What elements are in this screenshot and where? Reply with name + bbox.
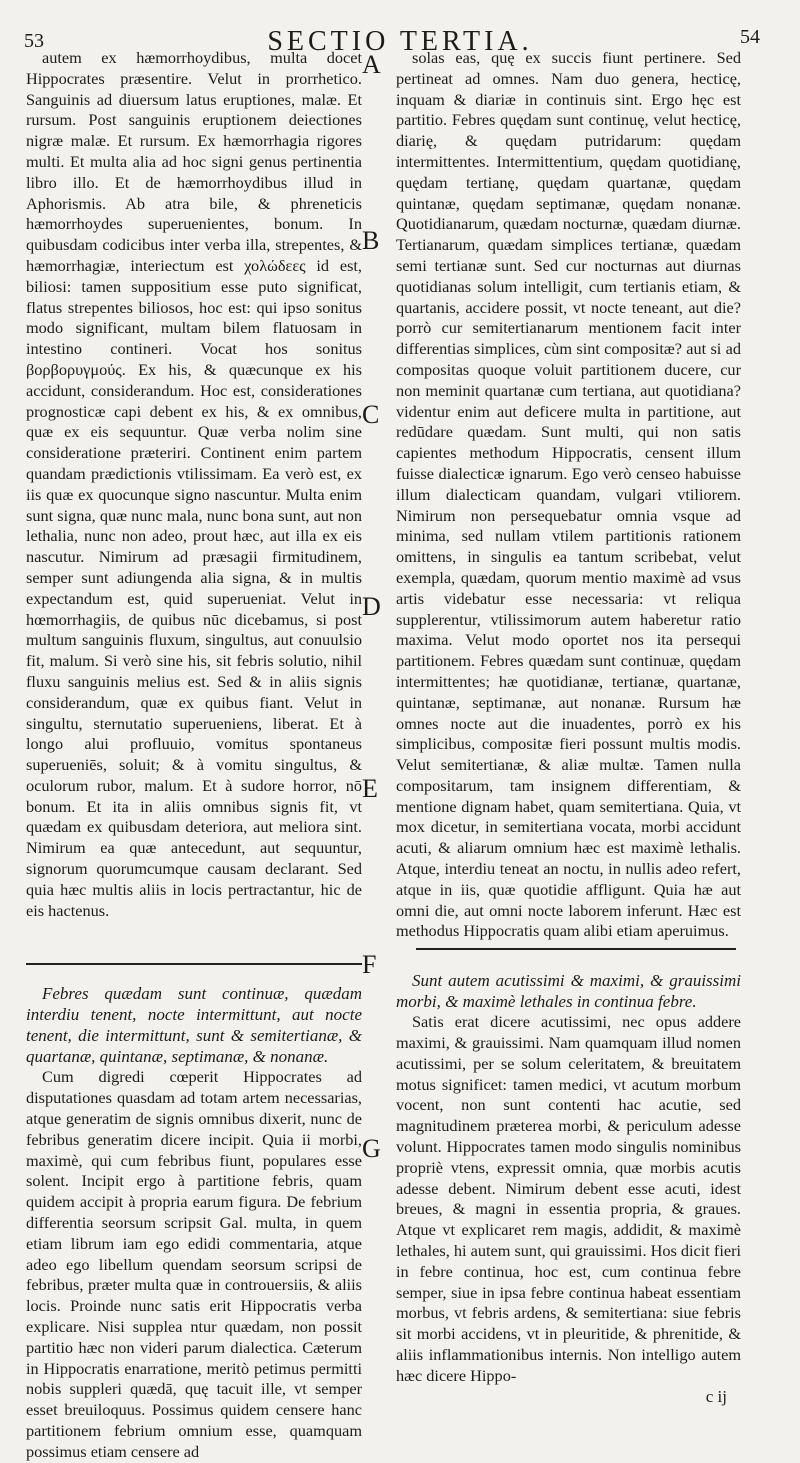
page-number-right: 54 [740, 26, 760, 48]
right-paragraph-1: solas eas, quę ex succis fiunt pertinere. Sed pertineat ad omnes. Nam duo genera, hecticę, inquam & diariæ in continuis sint. Ergo hęc est partitio. Febres quędam sunt continuę, velut hecticę, diarię, & quędam putridarum: quędam intermittentes. Intermittentium, quędam quotidianę, quędam tertianę, quędam quartanæ, quędam quintanæ, quędam septimanæ, quędam nonanæ. Quotidianarum, quædam nocturnæ, quædam diurnæ. Tertianarum, quædam simplices tertianæ, quædam semi tertianæ sunt. Sed cur nocturnas aut diurnas quotidianas solum intelligit, cum tertianis etiam, & quartanis, accidere possit, vt nocte teneant, aut die? porrò cur semitertianarum mentionem facit inter differentias simplices, cùm sint compositæ? aut si ad compositas quoque voluit partitionem ducere, cur non meminit quartanæ cum tertiana, aut quotidiana? videntur enim aut deficere multa in partitione, aut redūdare quædam. Sunt multi, qui non satis capientes methodum Hippocratis, censent illum fuisse dialecticæ ignarum. Ego verò censeo habuisse illum dialecticam quandam, vulgari vtiliorem. Nimirum non persequebatur omnia vsque ad minima, sed nullam vtilem partitionis rationem omittens, in singulis ea tantum scribebat, velut exempla, quædam, quorum mentio maximè ad vsus artis videbatur esse necessaria: vt reliqua supplerentur, vtilissimorum autem haberetur ratio maxima. Velut modo oportet nos ita persequi partitionem. Febres quædam sunt continuæ, quędam intermittentes; hæ quotidianæ, tertianæ, quartanæ, quintanæ, septimanæ, aut nonanæ. Rursum hæ omnes nocte aut die inuadentes, porrò ex his simplicibus, compositæ fieri possunt multis modis. Velut semitertianæ, & aliæ multæ. Tamen nulla compositarum, tam insignem differentiam, & mentione dignam habet, quam semitertiana. Quia, vt mox dicetur, in semitertiana vocata, morbi accidunt acuti, & aliarum omnium hæc est maximè lethalis. Atque, interdiu teneat an noctu, in nullis adeo refert, atque in iis, quæ quotidie affligunt. Quia hæ aut omni die, aut omni nocte laborem inferunt. Hæc est methodus Hippocratis quam alibi etiam aperuimus. [396, 48, 741, 941]
margin-letter-g: G [362, 1134, 381, 1163]
right-paragraph-2: Satis erat dicere acutissimi, nec opus addere maximi, & grauissimi. Nam quamquam illud nomen acutissimi, per se solum celeritatem, & breuitatem motus significet: tamen medici, vt acutum morbum vocent, non sunt contenti hac acutie, sed magnitudinem præterea morbi, & periculum adesse volunt. Hippocrates tamen modo singulis nominibus propriè vtens, expressit omnia, quæ morbis acutis adesse debent. Nimirum debent esse acuti, idest breues, & magni in essentia propria, & graues. Atque vt explicaret rem magis, addidit, & maximè lethales, hi autem sunt, qui grauissimi. Hos dicit fieri in febre continua, hoc est, cum continua febre semper, siue in ipsa febre continua habeat essentiam morbus, vt febris ardens, & semitertiana: siue febris sit morbi accidens, vt in pleuritide, & phrenitide, & aliis inflammationibus internis. Non intelligo autem hæc dicere Hippo- [396, 1012, 742, 1385]
left-section-rule [26, 963, 362, 965]
signature-mark: c ij [705, 1386, 727, 1406]
left-column [26, 48, 362, 1463]
margin-letter-d: D [362, 592, 381, 621]
right-column [396, 48, 741, 1407]
left-paragraph-2: Cum digredi cœperit Hippocrates ad disputationes quasdam ad totam artem necessarias, atque generatim de signis omnibus dixerit, nunc de febribus generatim dicere incipit. Quia ii morbi, maximè, qui cum febribus fiunt, populares esse solent. Incipit ergo à partitione febris, quam quidem accipit à propria earum figura. De febrium differentia seorsum scripsit Gal. multa, in quem etiam librum iam ego edidi commentaria, atque adeo ego libellum quendam seorsum scripsi de febribus, præter multa quæ in controuersiis, & aliis locis. Proinde nunc satis erit Hippocratis verba explicare. Nisi supplea ntur quædam, non possit partitio hæc non videri parum dialectica. Cæterum in Hippocratis enarratione, meritò petimus permitti nobis suppleri quædā, quę tacuit ille, vt semper esset breuiloquus. Possimus quidem censere hanc partitionem febrium omnium esse, quamquam possimus etiam censere ad [26, 1067, 362, 1461]
right-section-rule [416, 948, 736, 950]
margin-letter-f: F [362, 950, 377, 979]
page-number-left: 53 [24, 30, 44, 52]
left-lemma: Febres quædam sunt continuæ, quædam interdiu tenent, nocte intermittunt, aut nocte tenent, die intermittunt, sunt & semitertianæ, & quartanæ, quintanæ, septimanæ, & nonanæ. [26, 984, 362, 1067]
margin-letters [358, 0, 398, 1340]
running-title: SECTIO TERTIA. [267, 26, 533, 57]
margin-letter-a: A [362, 50, 381, 79]
left-paragraph-1: autem ex hæmorrhoydibus, multa docet Hippocrates præsentire. Velut in prorrhetico. Sanguinis ad diuersum latus eruptiones, malæ. Et rursum. Post sanguinis eruptionem deiectiones nigræ malæ. Et rursum. Ex hæmorrhagia rigores multi. Et multa alia ad hoc signi genus pertinentia libro illo. Et de hæmorrhoydibus illud in Aphorismis. Ab atra bile, & phreneticis hæmorrhoydes superuenientes, bonum. In quibusdam codicibus inter verba illa, strepentes, & hæmorrhagiæ, interiectum est χολώδεες id est, biliosi: tamen suppositium esse puto significat, flatus strepentes biliosos, hoc est: qui ipso sonitus modo significant, multam bilem flatuosam in intestino contineri. Vocat hos sonitus βορβορυγμούς. Ex his, & quæcunque ex his accidunt, considerandum. Hoc est, considerationes prognosticæ capi debent ex his, & ex omnibus, quæ ex eis sequuntur. Quæ verba nolim sine consideratione præteriri. Continent enim partem quandam prædictionis vtilissimam. Ea verò est, ex iis quæ ex quocunque signo nascuntur. Multa enim sunt signa, quæ nunc mala, nunc bona sunt, aut non lethalia, nunc non adeo, prout hæc, aut illa ex eis nascutur. Nimirum ad præsagii firmitudinem, semper sunt adiungenda alia signa, & in multis expectandum est, quid superueniat. Velut in hœmorrhagiis, de quibus nūc dicebamus, si post multum sanguinis fluxum, singultus, aut conuulsio fit, malum. Si verò sine his, sit febris solutio, nihil fluxu sanguinis melius est. Sed & in aliis signis considerandum, quæ ex quibus fiant. Velut in singultu, sternutatio superueniens, liberat. Et à longo alui profluuio, vomitus spontaneus superueniēs, soluit; & à vomitu singultus, & oculorum rubor, malum. Et à sudore horror, nō bonum. Et ita in aliis omnibus signis fit, vt quædam ex quibusdam deteriora, aut meliora sint. Nimirum ea quæ antecedunt, aut sequuntur, signorum quorumcumque causam declarant. Sed quia hæc multis aliis in locis pertractantur, hic de eis hactenus. [26, 48, 362, 920]
right-lemma: Sunt autem acutissimi & maximi, & grauissimi morbi, & maximè lethales in continua febre. [396, 971, 741, 1012]
margin-letter-e: E [362, 774, 378, 803]
margin-letter-b: B [362, 226, 380, 255]
margin-letter-c: C [362, 400, 380, 429]
